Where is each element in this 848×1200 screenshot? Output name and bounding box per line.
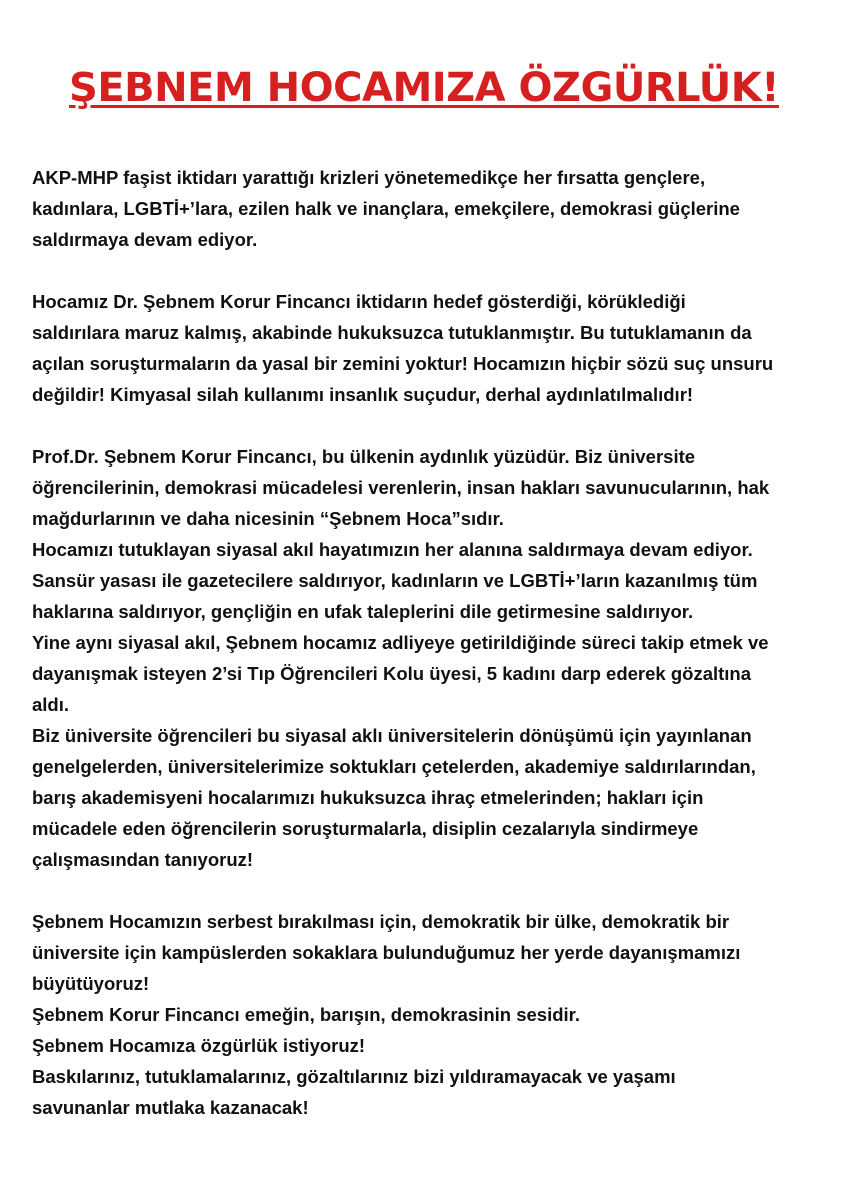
text-line: aldı. (32, 694, 70, 715)
text-line: Prof.Dr. Şebnem Korur Fincancı, bu ülkenin aydınlık yüzüdür. Biz üniversite (32, 446, 696, 467)
paragraph-gap (32, 875, 822, 906)
text-line: Şebnem Hocamıza özgürlük istiyoruz! (32, 1035, 366, 1056)
text-line: kadınlara, LGBTİ+’lara, ezilen halk ve inançlara, emekçilere, demokrasi güçlerine (32, 198, 740, 219)
text-line: genelgelerden, üniversitelerimize soktukları çetelerden, akademiye saldırılarından, (32, 756, 756, 777)
text-line: mücadele eden öğrencilerin soruşturmalarla, disiplin cezalarıyla sindirmeye (32, 818, 699, 839)
text-line: Hocamız Dr. Şebnem Korur Fincancı iktidarın hedef gösterdiği, körüklediği (32, 291, 686, 312)
text-line: barış akademisyeni hocalarımızı hukuksuzca ihraç etmelerinden; hakları için (32, 787, 704, 808)
text-line: büyütüyoruz! (32, 973, 150, 994)
paragraph-3 (32, 441, 822, 875)
text-line: üniversite için kampüslerden sokaklara bulunduğumuz her yerde dayanışmamızı (32, 942, 741, 963)
paragraph-2 (32, 286, 822, 410)
text-line: savunanlar mutlaka kazanacak! (32, 1097, 309, 1118)
text-line: Biz üniversite öğrencileri bu siyasal aklı üniversitelerin dönüşümü için yayınlanan (32, 725, 752, 746)
text-line: öğrencilerinin, demokrasi mücadelesi verenlerin, insan hakları savunucularının, hak (32, 477, 770, 498)
text-line: açılan soruşturmaların da yasal bir zemini yoktur! Hocamızın hiçbir sözü suç unsuru (32, 353, 774, 374)
text-line: Şebnem Korur Fincancı emeğin, barışın, demokrasinin sesidir. (32, 1004, 580, 1025)
text-line: dayanışmak isteyen 2’si Tıp Öğrencileri Kolu üyesi, 5 kadını darp ederek gözaltına (32, 663, 752, 684)
text-line: saldırılara maruz kalmış, akabinde hukuksuzca tutuklanmıştır. Bu tutuklamanın da (32, 322, 752, 343)
text-line: AKP-MHP faşist iktidarı yarattığı krizleri yönetemedikçe her fırsatta gençlere, (32, 167, 706, 188)
text-line: Sansür yasası ile gazetecilere saldırıyor, kadınların ve LGBTİ+’ların kazanılmış tüm (32, 570, 758, 591)
text-line: çalışmasından tanıyoruz! (32, 849, 254, 870)
paragraph-1 (32, 162, 822, 255)
text-line: Hocamızı tutuklayan siyasal akıl hayatımızın her alanına saldırmaya devam ediyor. (32, 539, 753, 560)
text-line: değildir! Kimyasal silah kullanımı insanlık suçudur, derhal aydınlatılmalıdır! (32, 384, 694, 405)
text-line: Şebnem Hocamızın serbest bırakılması için, demokratik bir ülke, demokratik bir (32, 911, 730, 932)
text-line: Baskılarınız, tutuklamalarınız, gözaltılarınız bizi yıldıramayacak ve yaşamı (32, 1066, 676, 1087)
paragraph-gap (32, 255, 822, 286)
text-line: Yine aynı siyasal akıl, Şebnem hocamız adliyeye getirildiğinde süreci takip etmek ve (32, 632, 769, 653)
document-title: ŞEBNEM HOCAMIZA ÖZGÜRLÜK! (69, 65, 779, 111)
text-line: mağdurlarının ve daha nicesinin “Şebnem Hoca”sıdır. (32, 508, 504, 529)
paragraph-4 (32, 906, 822, 1123)
document-body (32, 162, 822, 1123)
text-line: haklarına saldırıyor, gençliğin en ufak taleplerini dile getirmesine saldırıyor. (32, 601, 694, 622)
text-line: saldırmaya devam ediyor. (32, 229, 258, 250)
paragraph-gap (32, 410, 822, 441)
